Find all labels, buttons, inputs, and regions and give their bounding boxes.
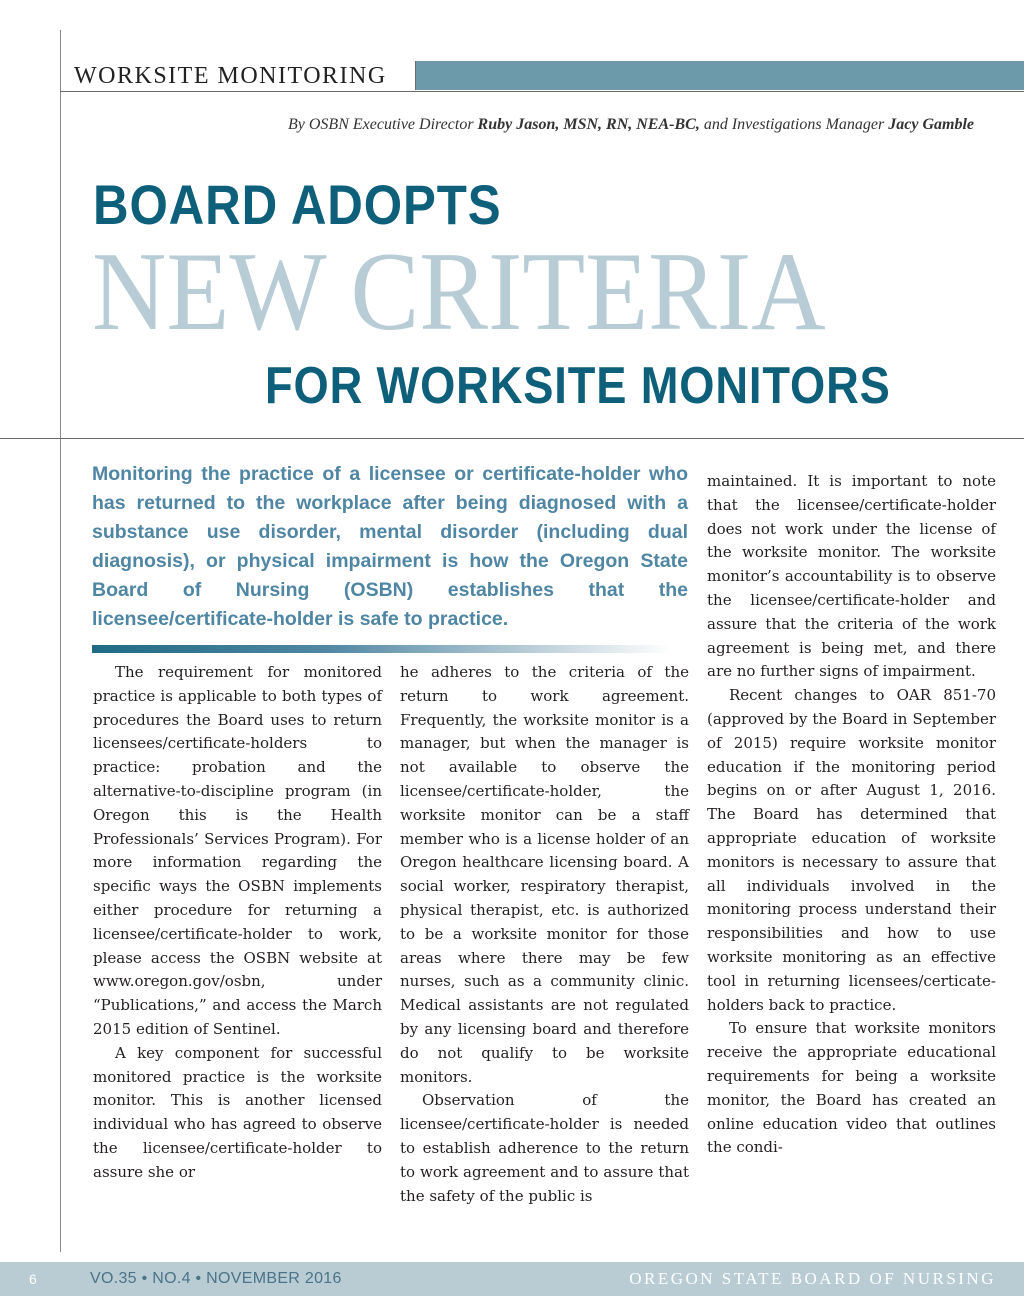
section-label: WORKSITE MONITORING [74,63,387,89]
headline-line-1: BOARD ADOPTS [93,173,502,236]
body-column-2 [400,661,689,1208]
page-footer [0,1262,1024,1296]
body-column-3 [707,470,996,1160]
headline-line-3: FOR WORKSITE MONITORS [265,357,891,415]
byline-author-2: Jacy Gamble [888,116,974,133]
section-bar [415,61,1024,90]
body-column-1 [93,661,382,1185]
body-paragraph: maintained. It is important to note that the licensee/certificate-holder does not work under the license of the worksite monitor. The worksite monitor’s accountability is to observe the licensee/certificate-holder and assure that the criteria of the work agreement is being met, and there are no further signs of impairment. [707,472,996,681]
issue-info: VO.35 • NO.4 • NOVEMBER 2016 [90,1270,342,1287]
margin-rule [60,30,61,1252]
body-paragraph: Observation of the licensee/certificate-holder is needed to establish adherence to the return to work agreement and to assure that the safety of the public is [400,1091,689,1205]
byline-middle: and Investigations Manager [703,116,885,133]
headline-divider [0,438,1024,439]
body-paragraph: Recent changes to OAR 851-70 (approved by the Board in September of 2015) require worksite monitor education if the monitoring period begins on or after August 1, 2016. The Board has determined that appropriate education of worksite monitors is necessary to assure that all individuals involved in the monitoring process understand their responsibilities and how to use worksite monitoring as an effective tool in returning licensees/certicate-holders back to practice. [707,686,996,1014]
body-paragraph: he adheres to the criteria of the return to work agreement. Frequently, the worksite monitor is a manager, but when the manager is not available to observe the licensee/certificate-holder, the worksite monitor can be a staff member who is a license holder of an Oregon healthcare licensing board. A social worker, respiratory therapist, physical therapist, etc. is authorized to be a worksite monitor for those areas where there may be few nurses, such as a community clinic. Medical assistants are not regulated by any licensing board and therefore do not qualify to be worksite monitors. [400,663,689,1086]
byline [288,116,974,134]
byline-author-1: Ruby Jason, MSN, RN, NEA-BC, [477,116,700,133]
body-paragraph: A key component for successful monitored practice is the worksite monitor. This is another licensed individual who has agreed to observe the licensee/certificate-holder to assure she or [93,1043,382,1181]
section-header [60,61,1024,92]
lede-paragraph: Monitoring the practice of a licensee or certificate-holder who has returned to the workplace after being diagnosed with a substance use disorder, mental disorder (including dual diagnosis), or physical impairment is how the Oregon State Board of Nursing (OSBN) establishes that the licensee/certificate-holder is safe to practice. [92,463,688,630]
headline-line-2: NEW CRITERIA [92,230,826,354]
page-number: 6 [29,1271,37,1287]
body-paragraph: To ensure that worksite monitors receive the appropriate educational requirements for being a worksite monitor, the Board has created an online education video that outlines the condi- [707,1019,996,1157]
organization-name: OREGON STATE BOARD OF NURSING [629,1269,996,1288]
lede-gradient-rule [92,645,672,653]
body-paragraph: The requirement for monitored practice is applicable to both types of procedures the Board uses to return licensees/certificate-holders to practice: probation and the alternative-to-discipline program (in Oregon this is the Health Professionals’ Services Program). For more information regarding the specific ways the OSBN implements either procedure for returning a licensee/certificate-holder to work, please access the OSBN website at www.oregon.gov/osbn, under “Publications,” and access the March 2015 edition of Sentinel. [93,663,382,1038]
byline-prefix: By OSBN Executive Director [287,116,474,133]
